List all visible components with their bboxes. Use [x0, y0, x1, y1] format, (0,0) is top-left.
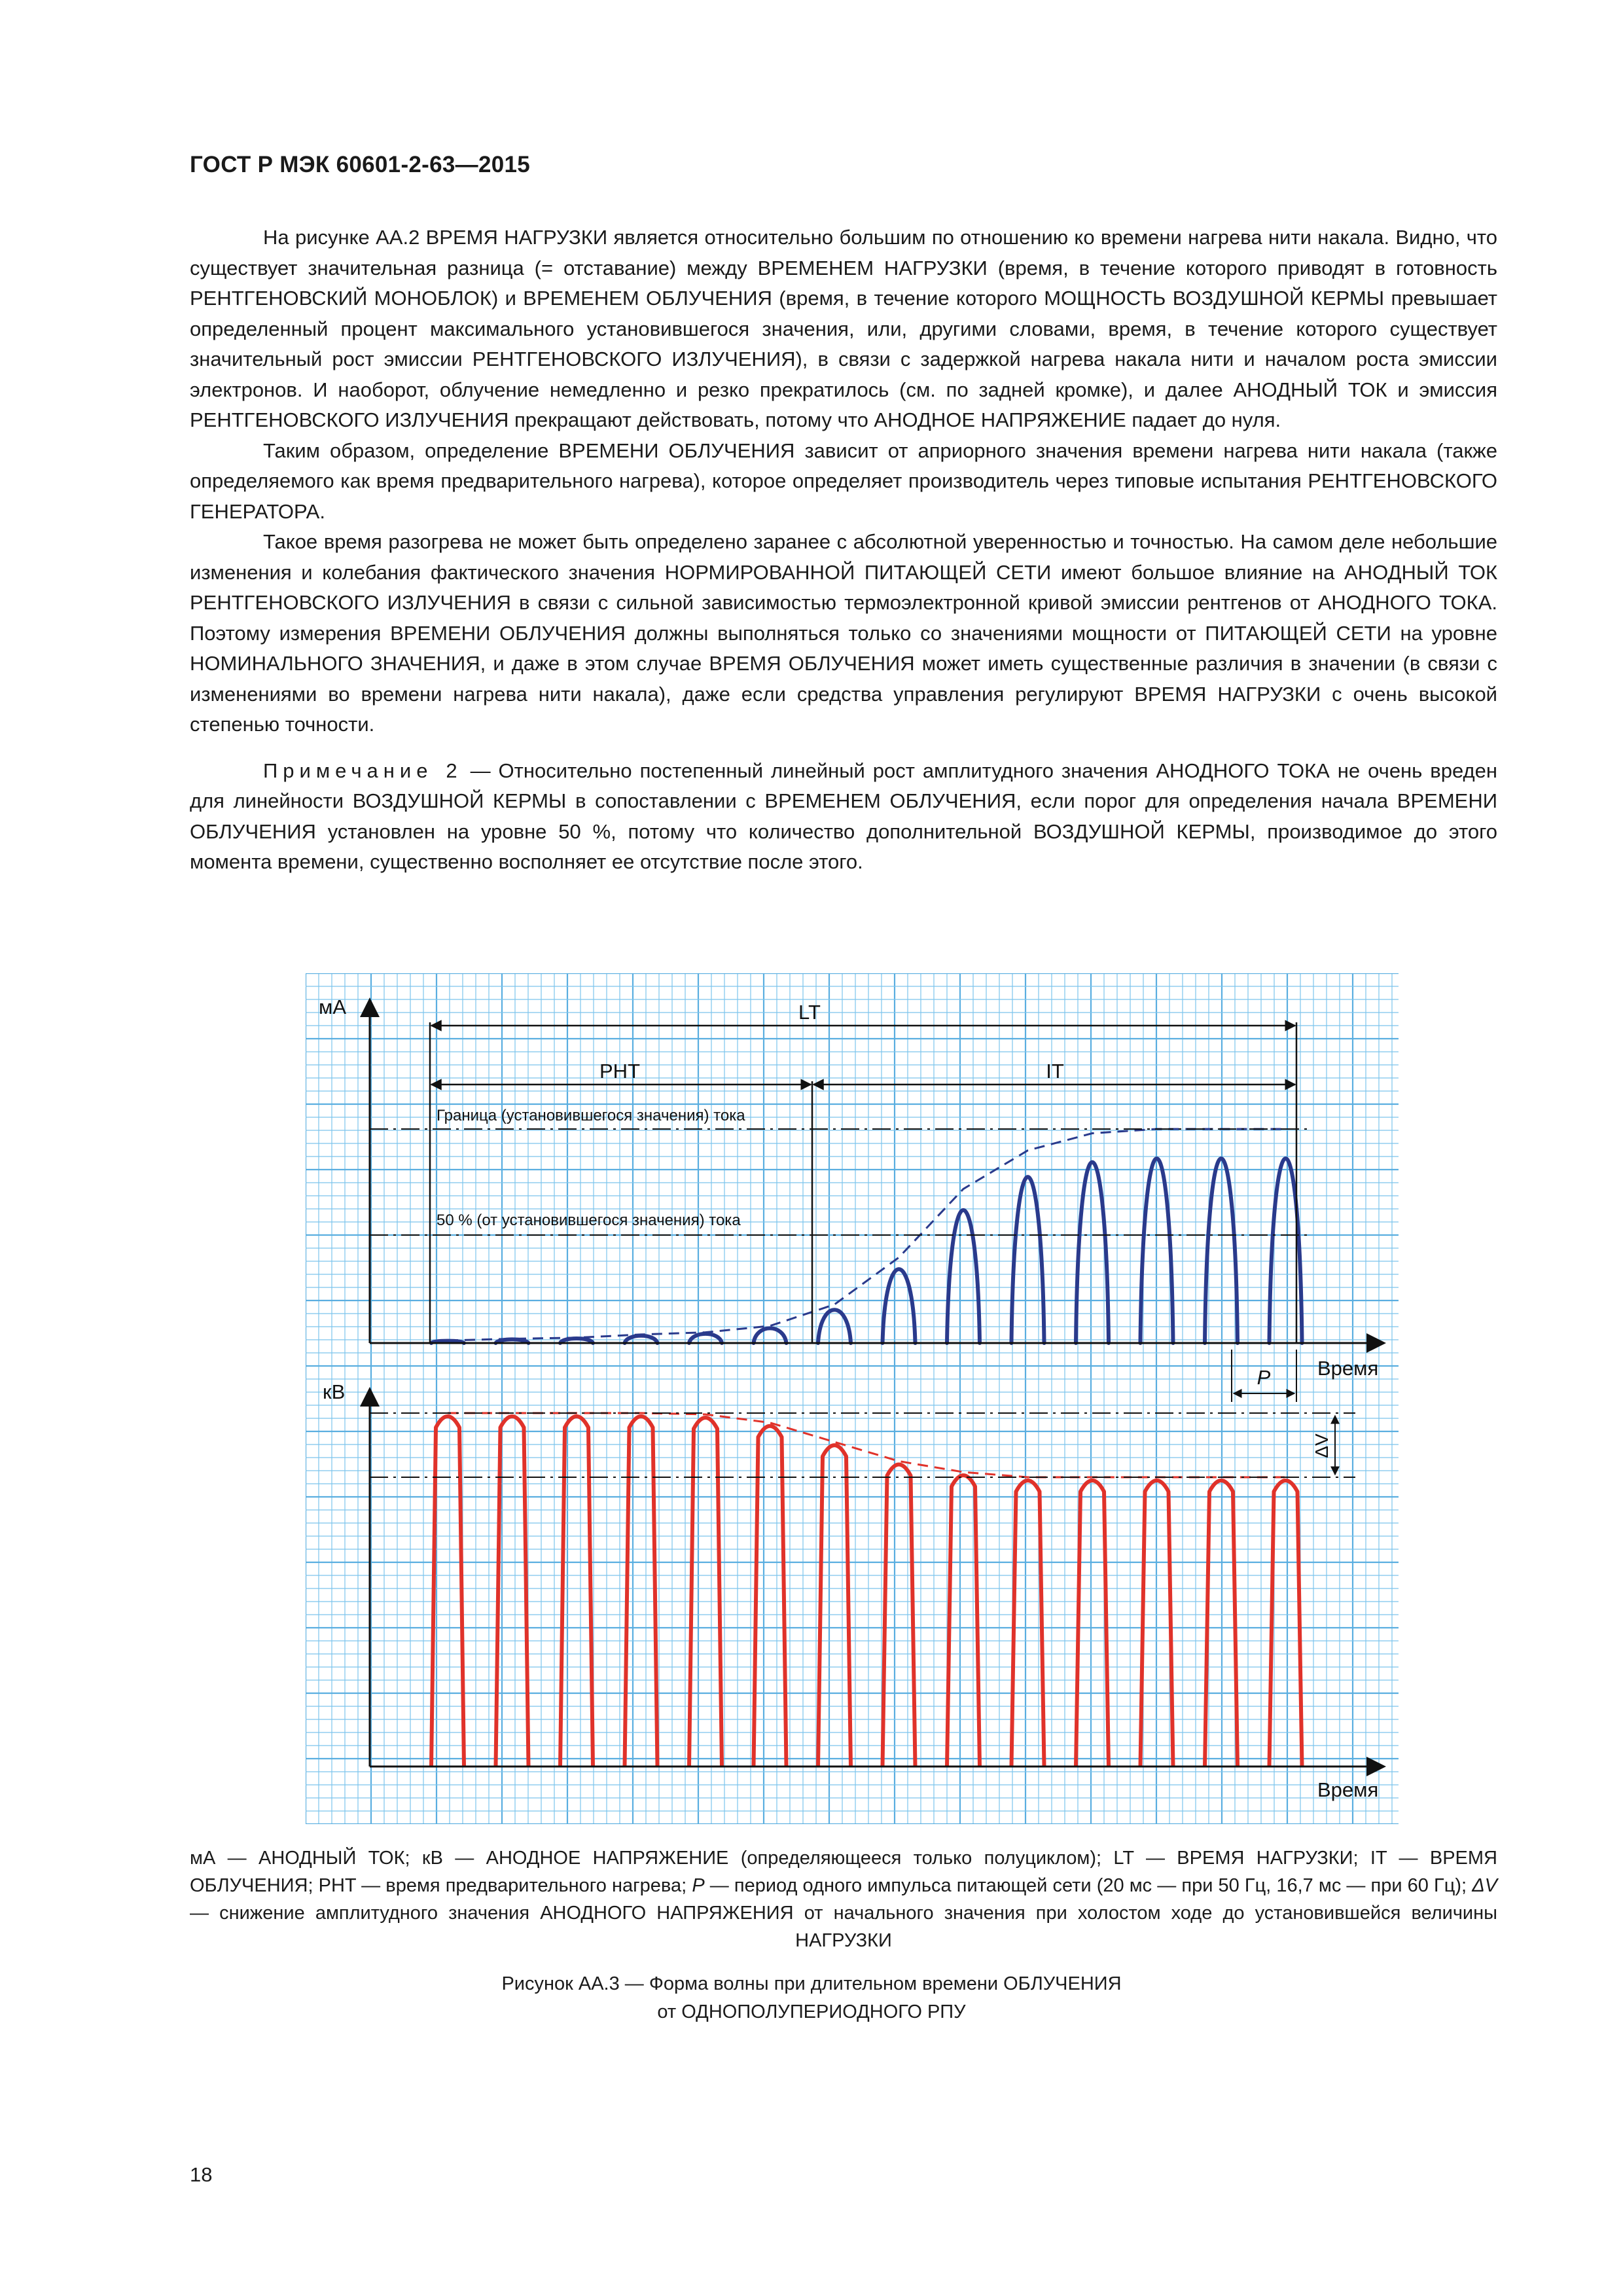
time-label-bottom: Время — [1317, 1778, 1379, 1801]
steady-current-label: Граница (установившегося значения) тока — [437, 1107, 745, 1124]
figure-waveform — [306, 973, 1399, 1824]
legend-dv: ΔV — [1472, 1875, 1497, 1896]
body-text — [190, 223, 1497, 878]
p-label: P — [1257, 1366, 1271, 1389]
note-label: Примечание 2 — [263, 759, 463, 782]
ma-label: мА — [319, 996, 346, 1018]
legend-part-1: мА — АНОДНЫЙ ТОК; кВ — АНОДНОЕ НАПРЯЖЕНИЕ (определяющееся только полуциклом); LT — ВРЕМЯ НАГРУЗКИ; IT — ВРЕМЯ ОБЛУЧЕНИЯ; PHT — время предварительного нагрева; — [190, 1848, 1497, 1896]
caption-line-2: от ОДНОПОЛУПЕРИОДНОГО РПУ — [657, 2001, 966, 2022]
note-paragraph — [190, 756, 1497, 878]
kv-label: кВ — [323, 1380, 346, 1403]
it-label: IT — [1046, 1060, 1064, 1083]
paragraph: Такое время разогрева не может быть определено заранее с абсолютной уверенностью и точностью. На самом деле небольшие изменения и колебания фактического значения НОРМИРОВАННОЙ ПИТАЮЩЕЙ СЕТИ имеют большое влияние на АНОДНЫЙ ТОК РЕНТГЕНОВСКОГО ИЗЛУЧЕНИЯ в связи с сильной зависимостью термоэлектронной кривой эмиссии рентгенов от АНОДНОГО ТОКА. Поэтому измерения ВРЕМЕНИ ОБЛУЧЕНИЯ должны выполняться только со значениями мощности от ПИТАЮЩЕЙ СЕТИ на уровне НОМИНАЛЬНОГО ЗНАЧЕНИЯ, и даже в этом случае ВРЕМЯ ОБЛУЧЕНИЯ может иметь существенные различия в значении (в связи с изменениями во времени нагрева нити накала), даже если средства управления регулируют ВРЕМЯ НАГРУЗКИ с очень высокой степенью точности. — [190, 530, 1497, 736]
dv-label: ΔV — [1311, 1433, 1332, 1458]
legend-p: P — [692, 1875, 705, 1896]
legend-part-2: — период одного импульса питающей сети (20 мс — при 50 Гц, 16,7 мс — при 60 Гц); — [709, 1875, 1467, 1896]
lt-label: LT — [798, 1001, 821, 1024]
time-label-top: Время — [1317, 1357, 1379, 1380]
paragraph: На рисунке АА.2 ВРЕМЯ НАГРУЗКИ является относительно большим по отношению ко времени нагрева нити накала. Видно, что существует значительная разница (= отставание) между ВРЕМЕНЕМ НАГРУЗКИ (время, в течение которого приводят в готовность РЕНТГЕНОВСКИЙ МОНОБЛОК) и ВРЕМЕНЕМ ОБЛУЧЕНИЯ (время, в течение которого МОЩНОСТЬ ВОЗДУШНОЙ КЕРМЫ превышает определенный процент максимального установившегося значения, или, другими словами, время, в течение которого существует значительный рост эмиссии РЕНТГЕНОВСКОГО ИЗЛУЧЕНИЯ), в связи с задержкой нагрева накала нити и началом роста эмиссии электронов. И наоборот, облучение немедленно и резко прекратилось (см. по задней кромке), и далее АНОДНЫЙ ТОК и эмиссия РЕНТГЕНОВСКОГО ИЗЛУЧЕНИЯ прекращают действовать, потому что АНОДНОЕ НАПРЯЖЕНИЕ падает до нуля. — [190, 226, 1497, 431]
figure-caption — [0, 1970, 1623, 2026]
page-number: 18 — [190, 2163, 213, 2186]
half-current-label: 50 % (от установившегося значения) тока — [437, 1211, 741, 1229]
waveform-diagram — [306, 973, 1399, 1824]
note-text: — Относительно постепенный линейный рост амплитудного значения АНОДНОГО ТОКА не очень вреден для линейности ВОЗДУШНОЙ КЕРМЫ в сопоставлении с ВРЕМЕНЕМ ОБЛУЧЕНИЯ, если порог для определения начала ВРЕМЕНИ ОБЛУЧЕНИЯ установлен на уровне 50 %, потому что количество дополнительной ВОЗДУШНОЙ КЕРМЫ, производимое до этого момента времени, существенно восполняет ее отсутствие после этого. — [190, 759, 1497, 873]
legend-part-3: — снижение амплитудного значения АНОДНОГО НАПРЯЖЕНИЯ от начального значения при холостом ходе до установившейся величины НАГРУЗКИ — [190, 1903, 1497, 1951]
caption-line-1: Рисунок АА.3 — Форма волны при длительном времени ОБЛУЧЕНИЯ — [501, 1973, 1122, 1994]
document-header: ГОСТ Р МЭК 60601-2-63—2015 — [190, 152, 531, 177]
paragraph: Таким образом, определение ВРЕМЕНИ ОБЛУЧЕНИЯ зависит от априорного значения времени нагрева нити накала (также определяемого как время предварительного нагрева), которое определяет производитель через типовые испытания РЕНТГЕНОВСКОГО ГЕНЕРАТОРА. — [190, 439, 1497, 523]
pht-label: PHT — [599, 1060, 640, 1083]
figure-legend — [190, 1844, 1497, 1954]
